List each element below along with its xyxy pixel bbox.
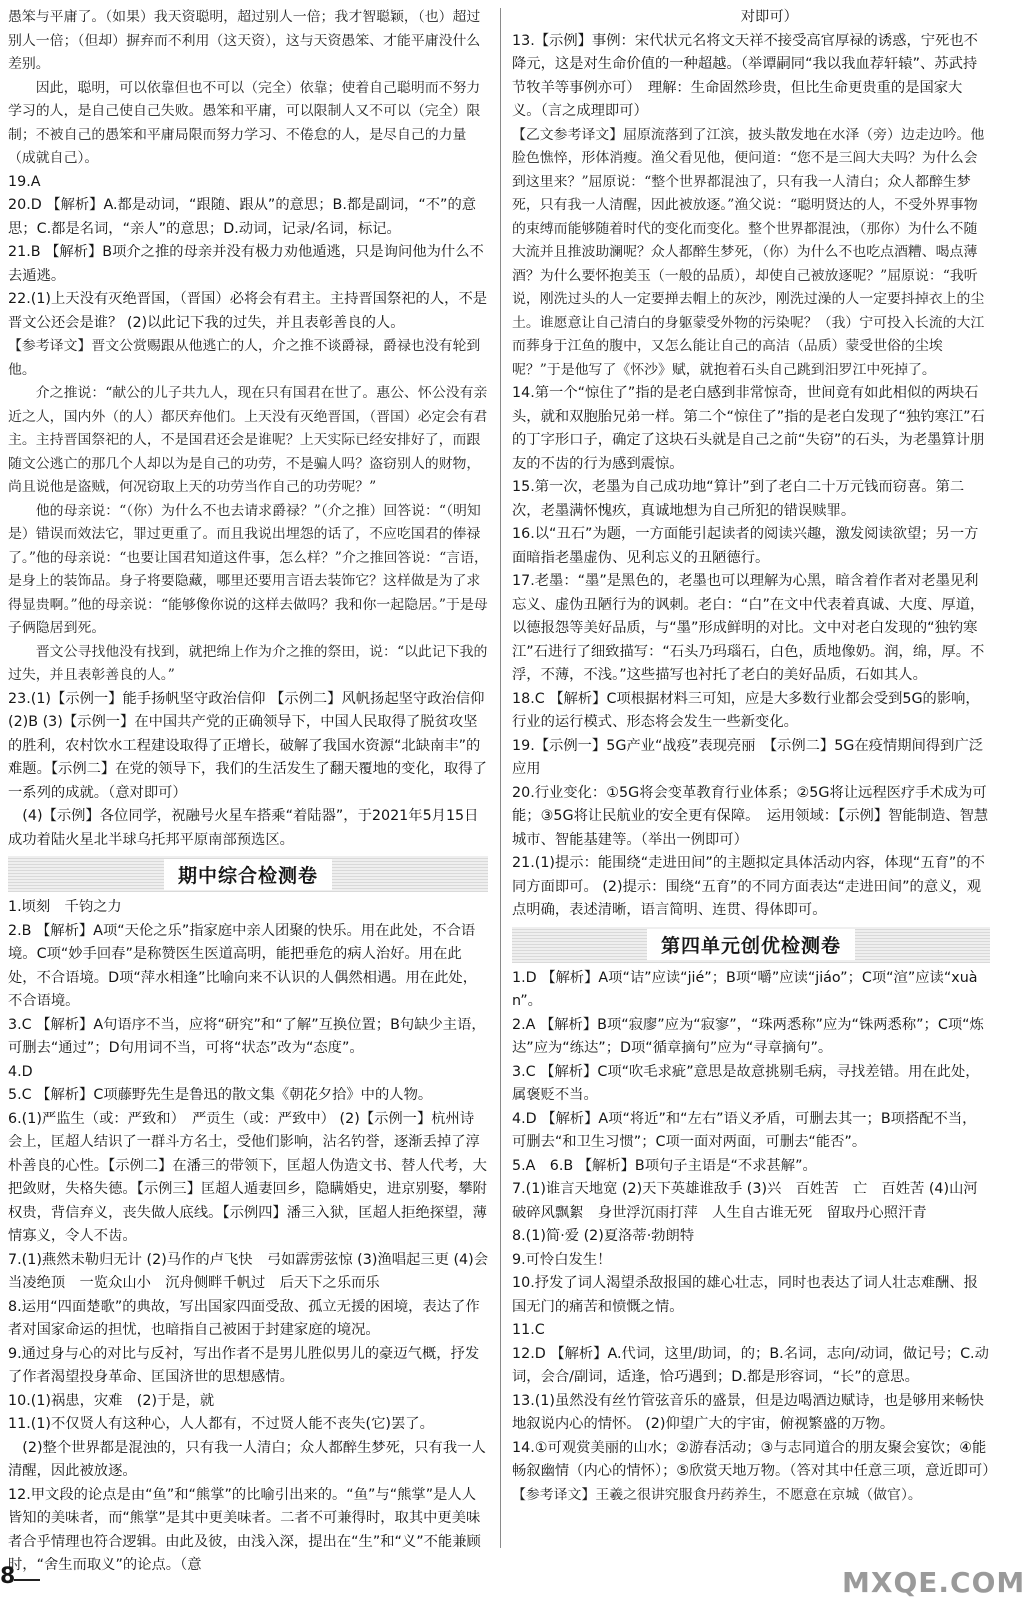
column-divider — [500, 8, 501, 1548]
reference-translation-b: 【乙文参考译文】屈原流落到了江滨，披头散发地在水泽（旁）边走边吟。他脸色憔悴，形体消瘦。渔父看见他，便问道：“您不是三闾大夫吗？为什么会到这里来？”屈原说：“整个世界都混浊了，只有我一人清白；众人都醉生梦死，只有我一人清醒，因此被放逐。”渔父说：“聪明贤达的人，不受外界事物的束缚而能够随着时代的变化而变化。整个世界都混浊，（那你）为什么不随大流并且推波助澜呢？众人都醉生梦死，（你）为什么不也吃点酒糟、喝点薄酒？为什么要怀抱美玉（一般的品质），却使自己被放逐呢？”屈原说：“我听说，刚洗过头的人一定要掸去帽上的灰沙，刚洗过澡的人一定要抖掉衣上的尘土。谁愿意让自己清白的身躯蒙受外物的污染呢？（我）宁可投入长流的大江而葬身于江鱼的腹中，又怎么能让自己的高洁（品质）蒙受世俗的尘埃呢？”于是他写了《怀沙》赋，就抱着石头自己跳到汨罗江中死掉了。 — [512, 126, 985, 378]
right-column — [512, 6, 997, 1560]
translation-continued: 愚笨与平庸了。（如果）我天资聪明，超过别人一倍；我才智聪颖，（也）超过别人一倍；（但却）摒弃而不利用（这天资），这与天资愚笨、才能平庸没什么差别。 因此，聪明，可以依靠但也不可以（完全）依靠；使着自己聪明而不努力学习的人，是自己使自己失败。愚笨和平庸，可以限制人又不可以（完全）限制；不被自己的愚笨和平庸局限而努力学习、不倦怠的人，是尽自己的力量（成就自己）。 — [8, 9, 481, 166]
watermark-logo: MXQE.COM — [842, 1566, 1025, 1599]
reference-translation: 【参考译文】晋文公赏赐跟从他逃亡的人，介之推不谈爵禄，爵禄也没有轮到他。 介之推说：“献公的儿子共九人，现在只有国君在世了。惠公、怀公没有亲近之人，国内外（的人）都厌弃他们。上天没有灭绝晋国，（晋国）必定会有君主。主持晋国祭祀的人，不是国君还会是谁呢？上天实际已经安排好了，而跟随文公逃亡的那几个人却以为是自己的功劳，不是骗人吗？盗窃别人的财物，尚且说他是盗贼，何况窃取上天的功劳当作自己的功劳呢？” 他的母亲说：“（你）为什么不也去请求爵禄？”（介之推）回答说：“（明知是）错误而效法它，罪过更重了。而且我说出埋怨的话了，不应吃国君的俸禄了。”他的母亲说：“也要让国君知道这件事，怎么样？”介之推回答说：“言语，是身上的装饰品。身子将要隐藏，哪里还要用言语去装饰它？这样做是为了求得显贵啊。”他的母亲说：“能够像你说的这样去做吗？我和你一起隐居。”于是母子俩隐居到死。 晋文公寻找他没有找到，就把绵上作为介之推的祭田，说：“以此记下我的过失，并且表彰善良的人。” — [8, 338, 488, 683]
section-header-unit4 — [512, 927, 990, 963]
reference-translation-c: 【参考译文】王羲之很讲究服食丹药养生，不愿意在京城（做官）。 — [512, 1486, 922, 1503]
section-title: 第四单元创优检测卷 — [647, 929, 855, 960]
section-header-midterm — [8, 856, 488, 892]
answers-19-22: 19.A 20.D 【解析】A.都是动词，“跟随、跟从”的意思；B.都是副词，“不”的意思；C.都是名词，“亲人”的意思；D.动词，记录/名词，标记。 21.B 【解析】B项介之推的母亲并没有极力劝他遁逃，只是询问他为什么不去遁逃。 22.(1)上天没有灭绝晋国，（晋国）必将会有君主。主持晋国祭祀的人，不是晋文公还会是谁？ (2)以此记下我的过失，并且表彰善良的人。 — [8, 173, 488, 331]
unit4-answers: 1.D 【解析】A项“诘”应读“jié”；B项“嚼”应读“jiáo”；C项“渲”应读“xuàn”。 2.A 【解析】B项“寂廖”应为“寂寥”，“珠两悉称”应为“铢两悉称”；C项“炼达”应为“练达”；D项“循章摘句”应为“寻章摘句”。 3.C 【解析】C项“吹毛求疵”意思是故意挑剔毛病，寻找差错。用在此处，属褒贬不当。 4.D 【解析】A项“将近”和“左右”语义矛盾，可删去其一；B项搭配不当，可删去“和卫生习惯”；C项一面对两面，可删去“能否”。 5.A 6.B 【解析】B项句子主语是“不求甚解”。 7.(1)谁言天地宽 (2)天下英雄谁敌手 (3)兴 百姓苦 亡 百姓苦 (4)山河破碎风飘絮 身世浮沉雨打萍 人生自古谁无死 留取丹心照汗青 8.(1)简·爱 (2)夏洛蒂·勃朗特 9.可怜白发生！ 10.抒发了词人渴望杀敌报国的雄心壮志，同时也表达了词人壮志难酬、报国无门的痛苦和愤慨之情。 11.C 12.D 【解析】A.代词，这里/助词，的；B.名词，志向/动词，做记号；C.动词，会合/副词，适逢，恰巧遇到；D.都是形容词，“长”的意思。 13.(1)虽然没有丝竹管弦音乐的盛景，但是边喝酒边赋诗，也是够用来畅快地叙说内心的情怀。 (2)仰望广大的宇宙，俯视繁盛的万物。 14.①可观赏美丽的山水；②游春活动；③与志同道合的朋友聚会宴饮；④能畅叙幽情（内心的情怀）；⑤欣赏天地万物。（答对其中任意三项，意近即可） — [512, 969, 997, 1479]
answers-13: 对即可） 13.【示例】事例：宋代状元名将文天祥不接受高官厚禄的诱惑，宁死也不降元，这是对生命价值的一种超越。（举谭嗣同“我以我血荐轩辕”、苏武持节牧羊等事例亦可） 理解：生命固然珍贵，但比生命更贵重的是国家大义。（言之成理即可） — [512, 9, 978, 119]
answers-23: 23.(1)【示例一】能手扬帆坚守政治信仰 【示例二】风帆扬起坚守政治信仰 (2)B (3)【示例一】在中国共产党的正确领导下，中国人民取得了脱贫攻坚的胜利，农村饮水工程建设取得了正增长，破解了我国水资源“北缺南丰”的难题。【示例二】在党的领导下，我们的生活发生了翻天覆地的变化，取得了一系列的成就。（意对即可） (4)【示例】各位同学，祝融号火星车搭乘“着陆器”，于2021年5月15日成功着陆火星北半球乌托邦平原南部预选区。 — [8, 690, 487, 848]
page-number: 8 — [0, 1564, 16, 1589]
midterm-answers: 1.顷刻 千钧之力 2.B 【解析】A项“天伦之乐”指家庭中亲人团聚的快乐。用在此处，不合语境。C项“妙手回春”是称赞医生医道高明，能把垂危的病人治好。用在此处，不合语境。D项“萍水相逢”比喻向来不认识的人偶然相遇。用在此处，不合语境。 3.C 【解析】A句语序不当，应将“研究”和“了解”互换位置；B句缺少主语，可删去“通过”；D句用词不当，可将“状态”改为“态度”。 4.D 5.C 【解析】C项藤野先生是鲁迅的散文集《朝花夕拾》中的人物。 6.(1)严监生（或：严致和） 严贡生（或：严致中） (2)【示例一】杭州诗会上，匡超人结识了一群斗方名士，受他们影响，沾名钓誉，逐渐丢掉了淳朴善良的心性。【示例二】在潘三的带领下，匡超人伪造文书、替人代考，大把敛财，失格失德。【示例三】匡超人遁妻回乡，隐瞒婚史，进京别娶，攀附权贵，背信弃义，丧失做人底线。【示例四】潘三入狱，匡超人拒绝探望，薄情寡义，令人不齿。 7.(1)燕然未勒归无计 (2)马作的卢飞快 弓如霹雳弦惊 (3)渔唱起三更 (4)会当凌绝顶 一览众山小 沉舟侧畔千帆过 后天下之乐而乐 8.运用“四面楚歌”的典故，写出国家四面受敌、孤立无援的困境，表达了作者对国家命运的担忧，也暗指自己被困于封建家庭的境况。 9.通过身与心的对比与反衬，写出作者不是男儿胜似男儿的豪迈气概，抒发了作者渴望投身革命、匡国济世的思想感情。 10.(1)祸患，灾难 (2)于是，就 11.(1)不仅贤人有这种心，人人都有，不过贤人能不丧失(它)罢了。 (2)整个世界都是混浊的，只有我一人清白；众人都醉生梦死，只有我一人清醒，因此被放逐。 12.甲文段的论点是由“鱼”和“熊掌”的比喻引出来的。“鱼”与“熊掌”是人人皆知的美味者，而“熊掌”是其中更美味者。二者不可兼得时，取其中更美味者合乎情理也符合逻辑。由此及彼，由浅入深，提出在“生”和“义”不能兼顾时，“舍生而取义”的论点。（意 — [8, 899, 488, 1573]
section-title: 期中综合检测卷 — [164, 859, 332, 890]
answers-14-21: 14.第一个“惊住了”指的是老白感到非常惊奇，世间竟有如此相似的两块石头，就和双胞胎兄弟一样。第二个“惊住了”指的是老白发现了“独钓寒江”石的丁字形口子，确定了这块石头就是自己之前“失窃”的石头，为老墨算计朋友的不齿的行为感到震惊。 15.第一次，老墨为自己成功地“算计”到了老白二十万元钱而窃喜。第二次，老墨满怀愧疚，真诚地想为自己所犯的错误赎罪。 16.以“丑石”为题，一方面能引起读者的阅读兴趣，激发阅读欲望；另一方面暗指老墨虚伪、见利忘义的丑陋德行。 17.老墨：“墨”是黑色的，老墨也可以理解为心黑，暗含着作者对老墨见利忘义、虚伪丑陋行为的讽刺。老白：“白”在文中代表着真诚、大度、厚道，以德报怨等美好品质，与“墨”形成鲜明的对比。文中对老白发现的“独钓寒江”石进行了细致描写：“石头乃玛瑙石，白色，质地像奶。润，绵，厚。不浮，不薄，不浅。”这些描写也衬托了老白的美好品质，石如其人。 18.C 【解析】C项根据材料三可知，应是大多数行业都会受到5G的影响，行业的运行模式、形态将会发生一些新变化。 19.【示例一】5G产业“战疫”表现亮丽 【示例二】5G在疫情期间得到广泛应用 20.行业变化：①5G将会变革教育行业体系；②5G将让远程医疗手术成为可能；③5G将让民航业的安全更有保障。 运用领域：【示例】智能制造、智慧城市、智能基建等。（举出一例即可） 21.(1)提示：能围绕“走进田间”的主题拟定具体活动内容，体现“五育”的不同方面即可。 (2)提示：围绕“五育”的不同方面表达“走进田间”的意义，观点明确，表述清晰，语言简明、连贯、得体即可。 — [512, 385, 989, 918]
page-number-rule — [14, 1579, 40, 1581]
left-column — [8, 6, 488, 1573]
